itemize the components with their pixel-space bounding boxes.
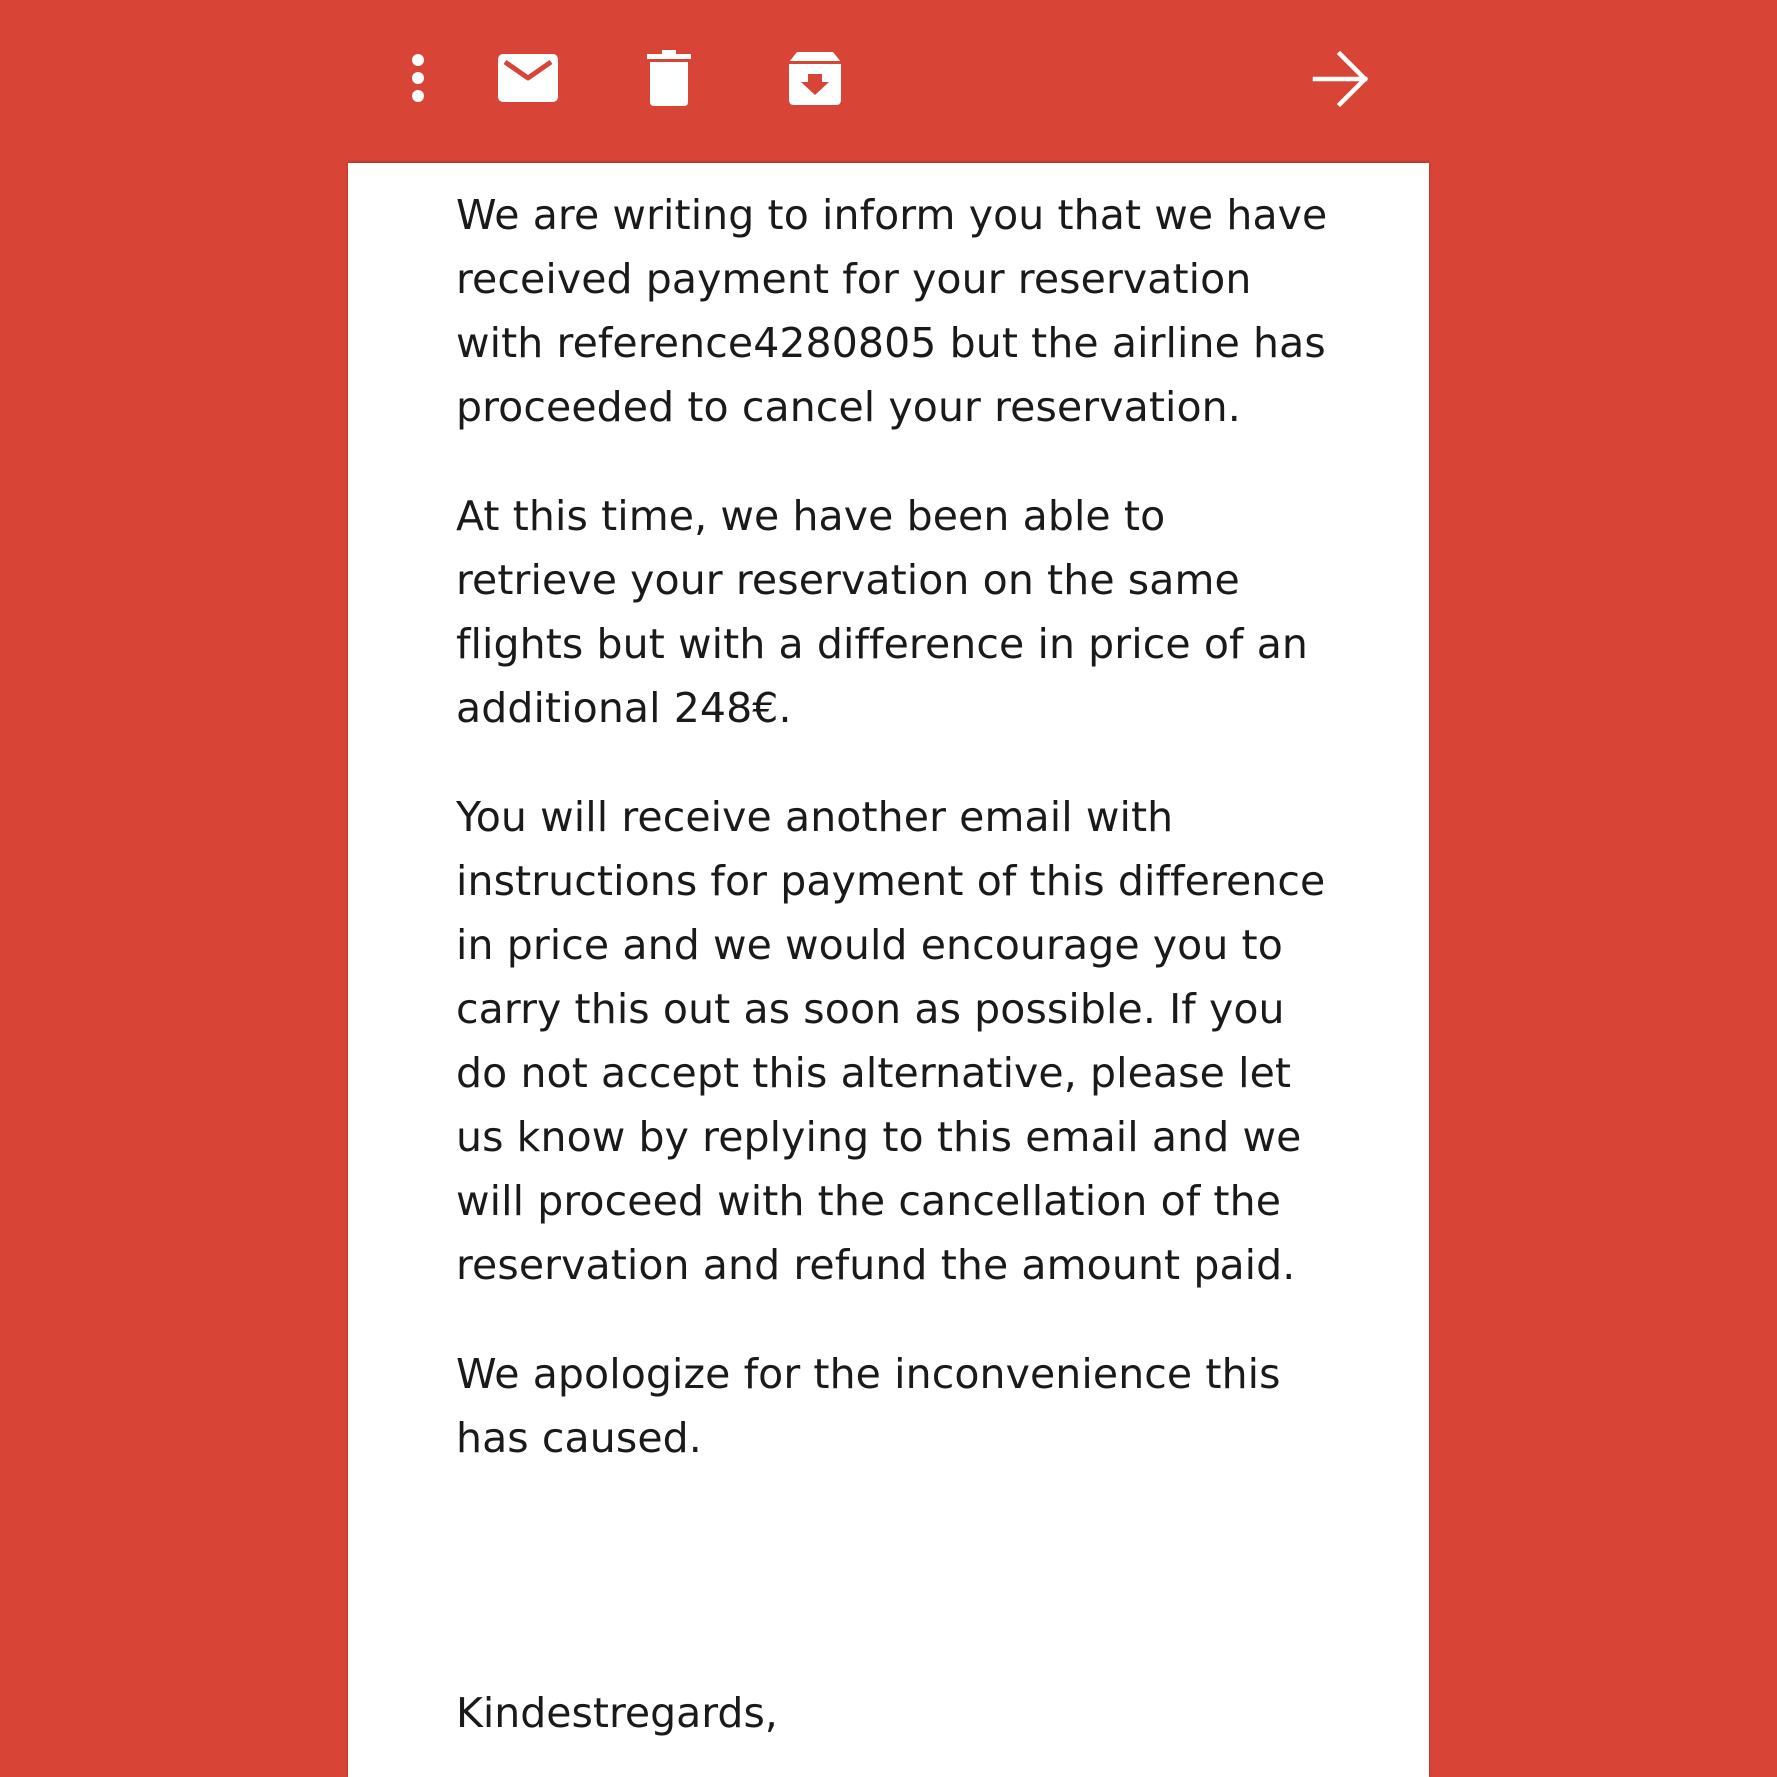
email-body xyxy=(348,163,1429,1777)
toolbar xyxy=(348,0,1429,163)
archive-button[interactable] xyxy=(786,48,844,108)
delete-button[interactable] xyxy=(645,48,693,108)
trash-icon xyxy=(647,50,691,106)
email-signoff: Kindestregards, xyxy=(456,1689,778,1737)
more-options-button[interactable] xyxy=(406,50,430,106)
more-vertical-icon xyxy=(406,50,430,106)
email-paragraph: We are writing to inform you that we have received payment for your reservation with reference4280805 but the airline has proceeded to cancel your reservation. xyxy=(456,191,1328,431)
mark-unread-button[interactable] xyxy=(496,50,560,106)
email-paragraph: You will receive another email with instructions for payment of this difference in price and we would encourage you to carry this out as soon as possible. If you do not accept this alternative, please let us know by replying to this email and we will proceed with the cancellation of the reservation and refund the amount paid. xyxy=(456,793,1326,1289)
archive-icon xyxy=(787,50,843,106)
mail-icon xyxy=(497,53,559,103)
email-paragraph: At this time, we have been able to retrieve your reservation on the same flights but with a difference in price of an additional 248€. xyxy=(456,492,1309,732)
arrow-right-icon xyxy=(1312,50,1370,108)
email-paragraph: We apologize for the inconvenience this has caused. xyxy=(456,1350,1281,1462)
email-text xyxy=(456,183,1336,1515)
forward-button[interactable] xyxy=(1310,48,1372,110)
